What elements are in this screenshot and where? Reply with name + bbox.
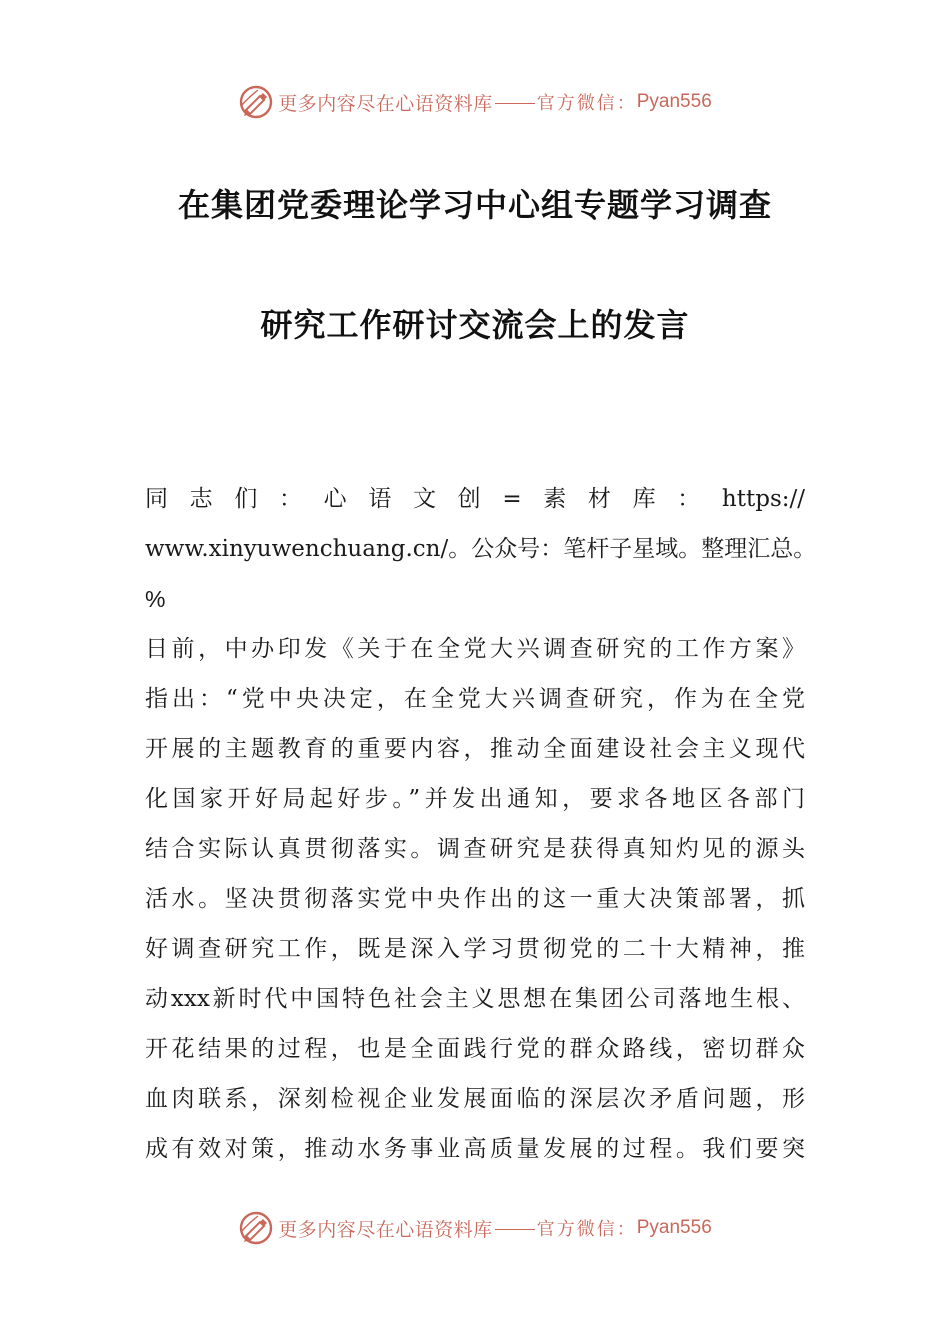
banner-wechat-id: Pyan556 xyxy=(636,1217,712,1238)
header-banner xyxy=(0,82,950,122)
pen-logo-icon xyxy=(238,84,274,120)
body-line: www.xinyuwenchuang.cn/。公众号：笔杆子星域。整理汇总。 xyxy=(145,536,817,562)
body-line: 结合实际认真贯彻落实。调查研究是获得真知灼见的源头 xyxy=(145,836,805,862)
document-title-line-2: 研究工作研讨交流会上的发言 xyxy=(260,306,690,344)
banner-brand-text: 更多内容尽在心语资料库 xyxy=(278,1218,493,1241)
body-line: 活水。坚决贯彻落实党中央作出的这一重大决策部署，抓 xyxy=(145,886,805,912)
body-line: 血肉联系，深刻检视企业发展面临的深层次矛盾问题，形 xyxy=(145,1086,805,1112)
body-line: 成有效对策，推动水务事业高质量发展的过程。我们要突 xyxy=(145,1136,805,1162)
body-line: 化国家开好局起好步。”并发出通知，要求各地区各部门 xyxy=(145,786,805,812)
body-line: % xyxy=(145,586,166,612)
footer-banner xyxy=(0,1208,950,1248)
body-line: 动xxx新时代中国特色社会主义思想在集团公司落地生根、 xyxy=(145,986,805,1012)
body-line: 开展的主题教育的重要内容，推动全面建设社会主义现代 xyxy=(145,736,805,762)
body-line: 日前，中办印发《关于在全党大兴调查研究的工作方案》 xyxy=(145,636,805,662)
banner-brand-text: 更多内容尽在心语资料库 xyxy=(278,92,493,115)
banner-wechat-label: 官方微信： xyxy=(536,1219,637,1240)
banner-wechat-label: 官方微信： xyxy=(536,93,637,114)
pen-logo-icon xyxy=(238,1210,274,1246)
banner-dash xyxy=(495,1229,535,1230)
banner-dash xyxy=(495,103,535,104)
body-line: 好调查研究工作，既是深入学习贯彻党的二十大精神，推 xyxy=(145,936,805,962)
body-line: 开花结果的过程，也是全面践行党的群众路线，密切群众 xyxy=(145,1036,805,1062)
document-title-line-1: 在集团党委理论学习中心组专题学习调查 xyxy=(177,186,772,224)
banner-wechat-id: Pyan556 xyxy=(636,91,712,112)
body-line: 指出：“党中央决定，在全党大兴调查研究，作为在全党 xyxy=(145,686,805,712)
body-line: 同志们：心语文创=素材库：https:// xyxy=(145,486,805,512)
